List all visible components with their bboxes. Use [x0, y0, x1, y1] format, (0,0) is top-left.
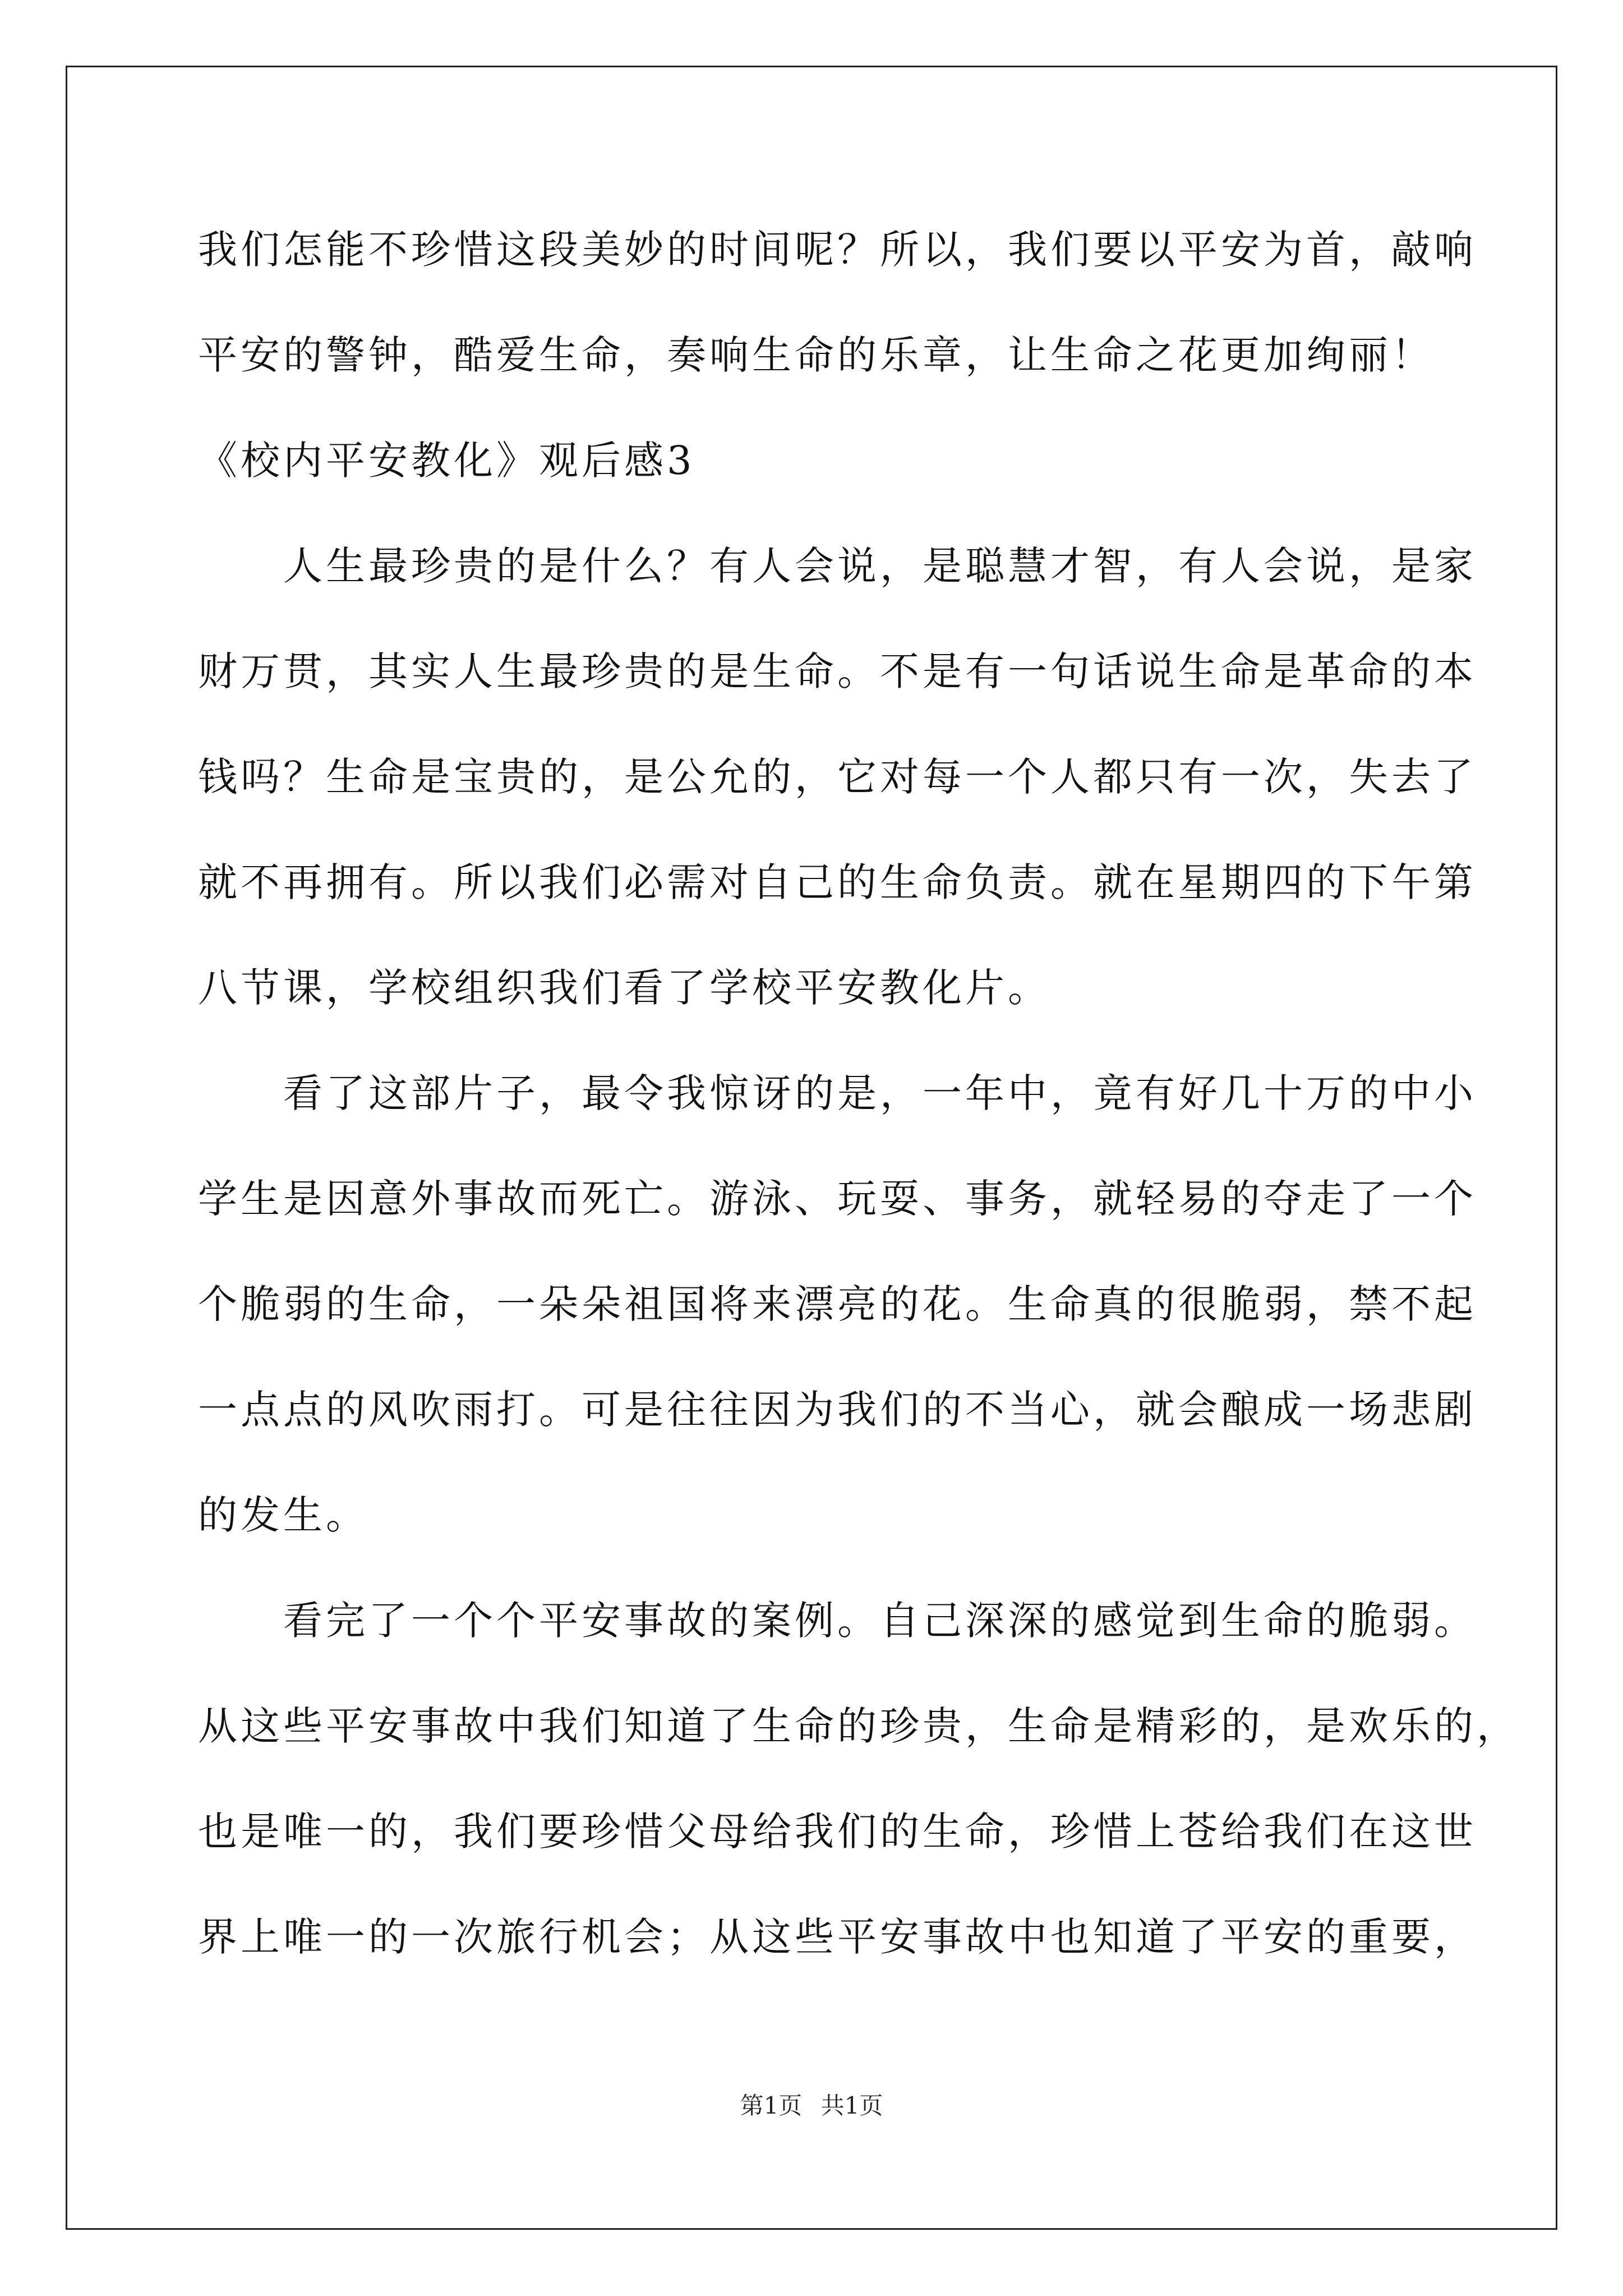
document-body [198, 216, 1519, 2009]
section-title: 《校内平安教化》观后感3 [198, 438, 695, 484]
text-line: 也是唯一的，我们要珍惜父母给我们的生命，珍惜上苍给我们在这世 [198, 1809, 1477, 1855]
text-line: 界上唯一的一次旅行机会；从这些平安事故中也知道了平安的重要， [198, 1914, 1477, 1960]
text-line: 就不再拥有。所以我们必需对自己的生命负责。就在星期四的下午第 [198, 859, 1477, 905]
page-total: 共1页 [820, 2092, 883, 2119]
text-line: 八节课，学校组织我们看了学校平安教化片。 [198, 965, 1050, 1011]
page-footer [0, 2089, 1623, 2123]
text-line: 我们怎能不珍惜这段美妙的时间呢？所以，我们要以平安为首，敲响 [198, 227, 1477, 273]
text-line: 平安的警钟，酷爱生命，奏响生命的乐章，让生命之花更加绚丽！ [198, 332, 1434, 378]
text-line: 个脆弱的生命，一朵朵祖国将来漂亮的花。生命真的很脆弱，禁不起 [198, 1281, 1477, 1327]
text-line: 从这些平安事故中我们知道了生命的珍贵，生命是精彩的，是欢乐的， [198, 1703, 1519, 1749]
text-line: 人生最珍贵的是什么？有人会说，是聪慧才智，有人会说，是家 [198, 543, 1477, 589]
text-line: 财万贯，其实人生最珍贵的是生命。不是有一句话说生命是革命的本 [198, 648, 1477, 694]
text-line: 学生是因意外事故而死亡。游泳、玩耍、事务，就轻易的夺走了一个 [198, 1176, 1477, 1222]
text-line: 一点点的风吹雨打。可是往往因为我们的不当心，就会酿成一场悲剧 [198, 1387, 1477, 1433]
text-line: 的发生。 [198, 1492, 368, 1538]
text-line: 看了这部片子，最令我惊讶的是，一年中，竟有好几十万的中小 [198, 1070, 1477, 1116]
text-line: 看完了一个个平安事故的案例。自己深深的感觉到生命的脆弱。 [198, 1598, 1477, 1644]
page-number: 第1页 [740, 2092, 803, 2119]
text-line: 钱吗？生命是宝贵的，是公允的，它对每一个人都只有一次，失去了 [198, 754, 1477, 800]
